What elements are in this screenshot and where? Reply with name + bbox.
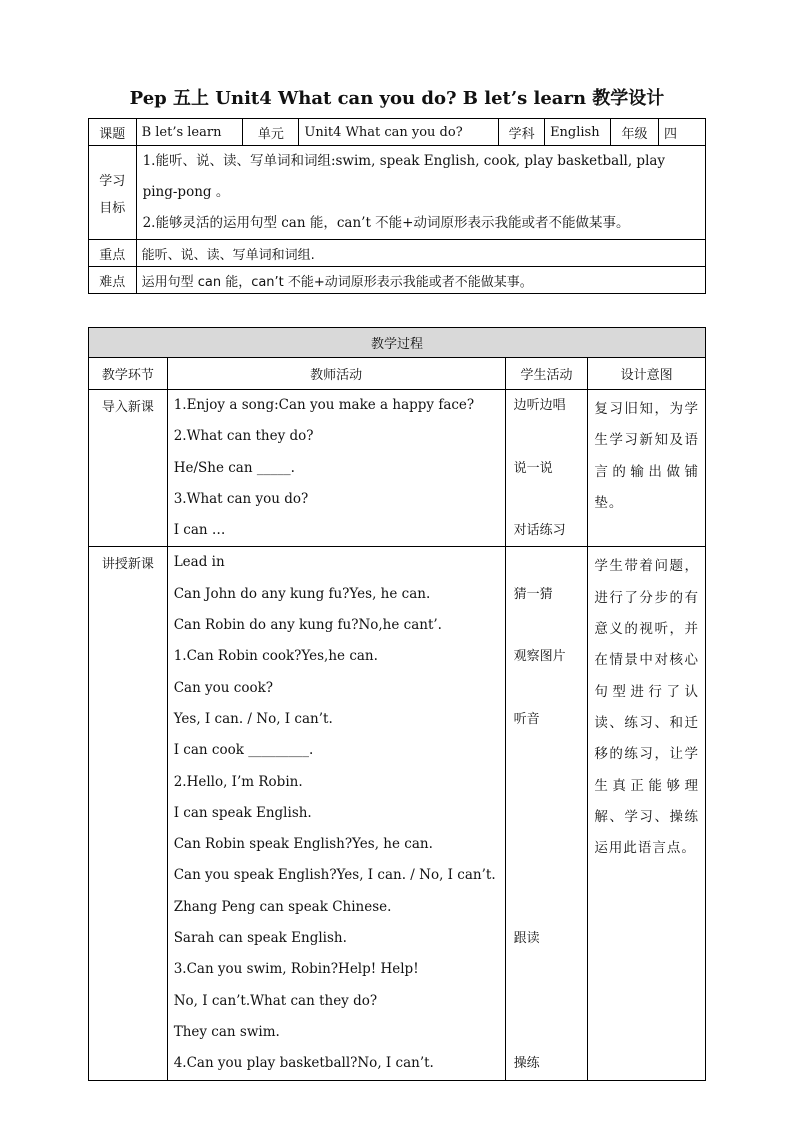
subject-value: English — [545, 119, 611, 146]
teacher-line: I can … — [173, 522, 226, 539]
student-line — [506, 610, 588, 641]
grade-value: 四 — [659, 119, 706, 146]
unit-value: Unit4 What can you do? — [299, 119, 499, 146]
teacher-line: Zhang Peng can speak Chinese. — [173, 898, 392, 915]
student-line: 说一说 — [513, 460, 553, 476]
key-point-label: 重点 — [89, 240, 137, 267]
student-line — [506, 860, 588, 891]
process-table — [88, 327, 706, 1081]
teacher-line: Can you cook? — [173, 679, 274, 696]
teacher-line: He/She can _____. — [173, 459, 295, 476]
teacher-line: 4.Can you play basketball?No, I can’t. — [173, 1055, 434, 1072]
teacher-activity-cell — [167, 390, 505, 547]
student-line: 边听边唱 — [513, 398, 566, 413]
stage-cell: 导入新课 — [89, 390, 168, 547]
teacher-line: I can speak English. — [173, 804, 312, 821]
student-line — [506, 484, 588, 515]
teacher-line: They can swim. — [173, 1023, 280, 1040]
process-row — [89, 547, 706, 1080]
teacher-line: 3.What can you do? — [173, 490, 309, 507]
process-header: 教学过程 — [89, 328, 706, 358]
student-line: 操练 — [513, 1056, 540, 1072]
objectives-line-3: 2.能够灵活的运用句型 can 能，can’t 不能+动词原形表示我能或者不能做某事。 — [142, 215, 630, 231]
student-line: 跟读 — [513, 931, 540, 947]
lesson-info-table — [88, 118, 706, 294]
unit-label: 单元 — [243, 119, 299, 146]
col-header-intent: 设计意图 — [588, 358, 706, 390]
student-line — [506, 1017, 588, 1048]
student-line — [506, 421, 588, 452]
teacher-line: No, I can’t.What can they do? — [173, 992, 378, 1009]
student-line — [506, 735, 588, 766]
teacher-activity-cell — [167, 547, 505, 1080]
teacher-line: 2.Hello, I’m Robin. — [173, 773, 303, 790]
design-intent-cell: 学生带着问题，进行了分步的有意义的视听，并在情景中对核心句型进行了认读、练习、和迁移的练习，让学生真正能够理解、学习、操练运用此语言点。 — [588, 547, 706, 1080]
objectives-label-2: 目标 — [99, 200, 126, 216]
student-line — [506, 892, 588, 923]
difficulty-text: 运用句型 can 能，can’t 不能+动词原形表示我能或者不能做某事。 — [136, 267, 705, 294]
teacher-line: Can Robin speak English?Yes, he can. — [173, 836, 433, 853]
student-line — [506, 829, 588, 860]
student-line — [506, 954, 588, 985]
page-title: Pep 五上 Unit4 What can you do? B let’s learn 教学设计 — [129, 88, 665, 109]
teacher-line: Can John do any kung fu?Yes, he can. — [173, 585, 431, 602]
objectives-line-2: ping-pong 。 — [142, 184, 230, 200]
teacher-line: I can cook _________. — [173, 742, 314, 759]
teacher-line: Yes, I can. / No, I can’t. — [173, 710, 333, 727]
teacher-line: Lead in — [173, 554, 225, 571]
key-point-text: 能听、说、读、写单词和词组. — [136, 240, 705, 267]
student-line: 对话练习 — [513, 523, 566, 539]
student-line: 观察图片 — [513, 649, 566, 665]
teacher-line: 1.Enjoy a song:Can you make a happy face? — [173, 397, 475, 413]
teacher-line: Sarah can speak English. — [173, 930, 347, 947]
objectives-label-1: 学习 — [99, 173, 126, 189]
stage-cell: 讲授新课 — [89, 547, 168, 1080]
student-activity-cell — [505, 390, 588, 547]
topic-value: B let’s learn — [136, 119, 243, 146]
topic-label: 课题 — [89, 119, 137, 146]
teacher-line: 2.What can they do? — [173, 428, 314, 445]
student-line — [506, 767, 588, 798]
teacher-line: 1.Can Robin cook?Yes,he can. — [173, 648, 378, 665]
student-line — [506, 547, 588, 578]
subject-label: 学科 — [499, 119, 545, 146]
student-line — [506, 798, 588, 829]
student-line: 猜一猜 — [513, 586, 553, 602]
objectives-label — [89, 146, 137, 240]
col-header-student: 学生活动 — [505, 358, 588, 390]
student-activity-cell — [505, 547, 588, 1080]
teacher-line: Can Robin do any kung fu?No,he cant’. — [173, 617, 442, 634]
objectives-line-1: 1.能听、说、读、写单词和词组:swim, speak English, cook, play basketball, play — [142, 153, 666, 169]
student-line — [506, 673, 588, 704]
col-header-teacher: 教师活动 — [167, 358, 505, 390]
design-intent-cell: 复习旧知，为学生学习新知及语言的输出做铺垫。 — [588, 390, 706, 547]
student-line: 听音 — [513, 711, 540, 727]
difficulty-label: 难点 — [89, 267, 137, 294]
objectives-text — [136, 146, 705, 240]
grade-label: 年级 — [611, 119, 659, 146]
teacher-line: Can you speak English?Yes, I can. / No, I can’t. — [173, 867, 496, 884]
student-line — [506, 986, 588, 1017]
process-row — [89, 390, 706, 547]
col-header-stage: 教学环节 — [89, 358, 168, 390]
teacher-line: 3.Can you swim, Robin?Help! Help! — [173, 961, 419, 978]
